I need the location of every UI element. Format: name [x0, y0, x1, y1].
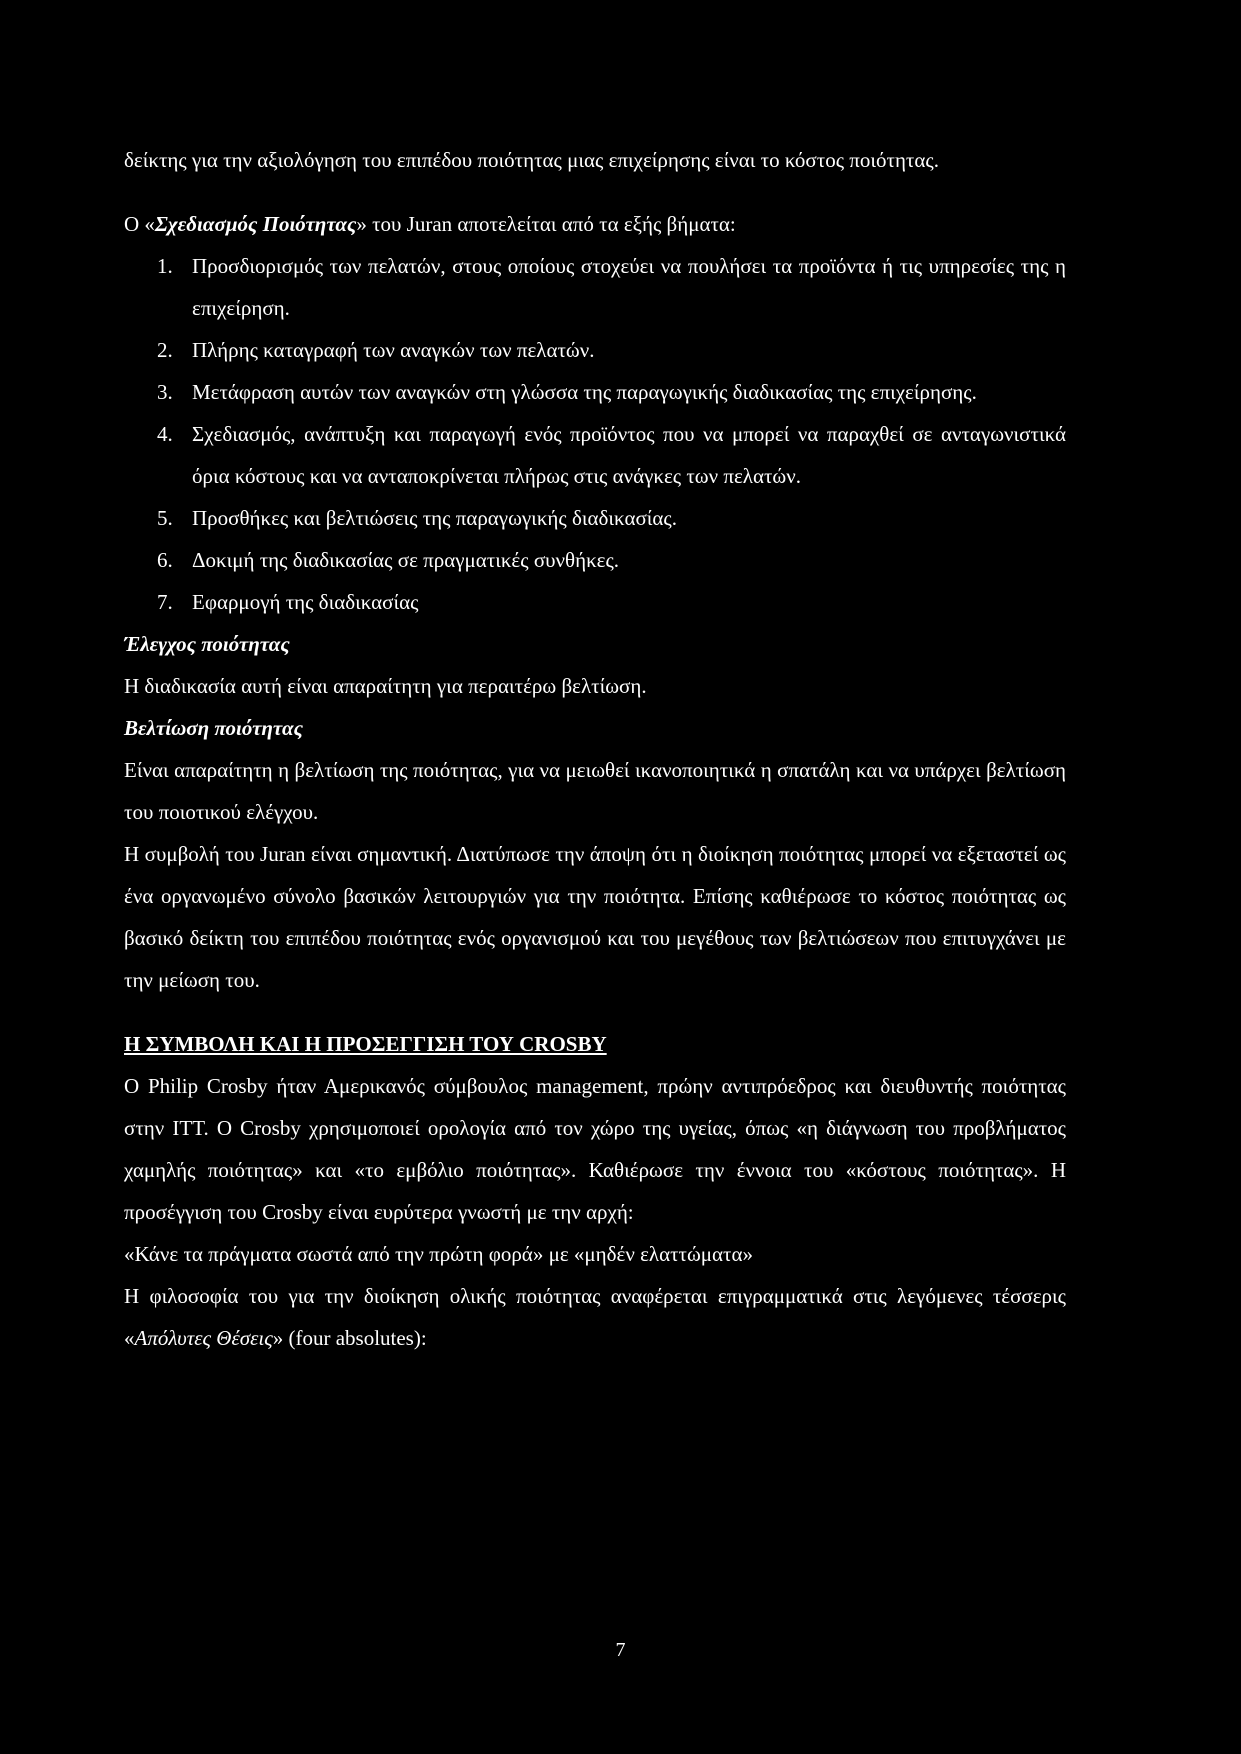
crosby-principle: «Κάνε τα πράγματα σωστά από την πρώτη φορά» με «μηδέν ελαττώματα» [124, 1242, 753, 1266]
quality-improvement-paragraph: Είναι απαραίτητη η βελτίωση της ποιότητας, για να μειωθεί ικανοποιητικά η σπατάλη και να υπάρχει βελτίωση του ποιοτικού ελέγχου. [124, 758, 1066, 824]
crosby-paragraph-3 [124, 1275, 1066, 1359]
intro-paragraph: δείκτης για την αξιολόγηση του επιπέδου ποιότητας μιας επιχείρησης είναι το κόστος ποιότητας. [124, 148, 939, 172]
list-item [124, 581, 1066, 623]
page-number: 7 [615, 1639, 626, 1661]
list-item-text: Σχεδιασμός, ανάπτυξη και παραγωγή ενός προϊόντος που να μπορεί να παραχθεί σε ανταγωνιστικά όρια κόστους και να ανταποκρίνεται πλήρως στις ανάγκες των πελατών. [192, 422, 1066, 488]
juran-contribution-paragraph: Η συμβολή του Juran είναι σημαντική. Διατύπωσε την άποψη ότι η διοίκηση ποιότητας μπορεί να εξεταστεί ως ένα οργανωμένο σύνολο βασικών λειτουργιών για την ποιότητα. Επίσης καθιέρωσε το κόστος ποιότητας ως βασικό δείκτη του επιπέδου ποιότητας ενός οργανισμού και του μεγέθους των βελτιώσεων που επιτυγχάνει με την μείωση του. [124, 842, 1066, 992]
crosby-paragraph-1: Ο Philip Crosby ήταν Αμερικανός σύμβουλος management, πρώην αντιπρόεδρος και διευθυντής ποιότητας στην ITT. Ο Crosby χρησιμοποιεί ορολογία από τον χώρο της υγείας, όπως «η διάγνωση του προβλήματος χαμηλής ποιότητας» και «το εμβόλιο ποιότητας». Καθιέρωσε την έννοια του «κόστους ποιότητας». Η προσέγγιση του Crosby είναι ευρύτερα γνωστή με την αρχή: [124, 1074, 1066, 1224]
list-item-number: 3. [157, 380, 173, 404]
list-item [124, 371, 1066, 413]
juran-planning-suffix: » του Juran αποτελείται από τα εξής βήματα: [356, 212, 736, 236]
list-item-number: 6. [157, 548, 173, 572]
list-item-number: 2. [157, 338, 173, 362]
juran-planning-prefix: Ο « [124, 212, 155, 236]
list-item [124, 497, 1066, 539]
juran-planning-intro [124, 203, 1066, 245]
juran-planning-title: Σχεδιασμός Ποιότητας [154, 212, 357, 236]
list-item-text: Εφαρμογή της διαδικασίας [192, 590, 419, 614]
quality-improvement-heading: Βελτίωση ποιότητας [124, 716, 303, 740]
quality-control-heading: Έλεγχος ποιότητας [124, 632, 290, 656]
crosby-p3-prefix: Η φιλοσοφία του για την διοίκηση ολικής ποιότητας αναφέρεται επιγραμματικά στις λεγόμενες τέσσερις « [124, 1284, 1066, 1350]
list-item-number: 7. [157, 590, 173, 614]
document-page [124, 139, 1066, 1359]
list-item [124, 329, 1066, 371]
list-item-text: Προσδιορισμός των πελατών, στους οποίους στοχεύει να πουλήσει τα προϊόντα ή τις υπηρεσίες της η επιχείρηση. [192, 254, 1066, 320]
list-item-text: Προσθήκες και βελτιώσεις της παραγωγικής διαδικασίας. [192, 506, 677, 530]
list-item [124, 539, 1066, 581]
list-item-number: 5. [157, 506, 173, 530]
list-item-text: Μετάφραση αυτών των αναγκών στη γλώσσα της παραγωγικής διαδικασίας της επιχείρησης. [192, 380, 977, 404]
quality-control-paragraph: Η διαδικασία αυτή είναι απαραίτητη για περαιτέρω βελτίωση. [124, 674, 647, 698]
list-item [124, 245, 1066, 329]
list-item-number: 4. [157, 422, 173, 446]
juran-steps-list [124, 245, 1066, 623]
list-item-number: 1. [157, 254, 173, 278]
list-item [124, 413, 1066, 497]
crosby-p3-italic: Απόλυτες Θέσεις [134, 1326, 273, 1350]
list-item-text: Δοκιμή της διαδικασίας σε πραγματικές συνθήκες. [192, 548, 620, 572]
crosby-p3-suffix: » (four absolutes): [272, 1326, 427, 1350]
list-item-text: Πλήρης καταγραφή των αναγκών των πελατών. [192, 338, 595, 362]
crosby-section-title: Η ΣΥΜΒΟΛΗ ΚΑΙ Η ΠΡΟΣΕΓΓΙΣΗ ΤΟΥ CROSBY [124, 1032, 607, 1056]
